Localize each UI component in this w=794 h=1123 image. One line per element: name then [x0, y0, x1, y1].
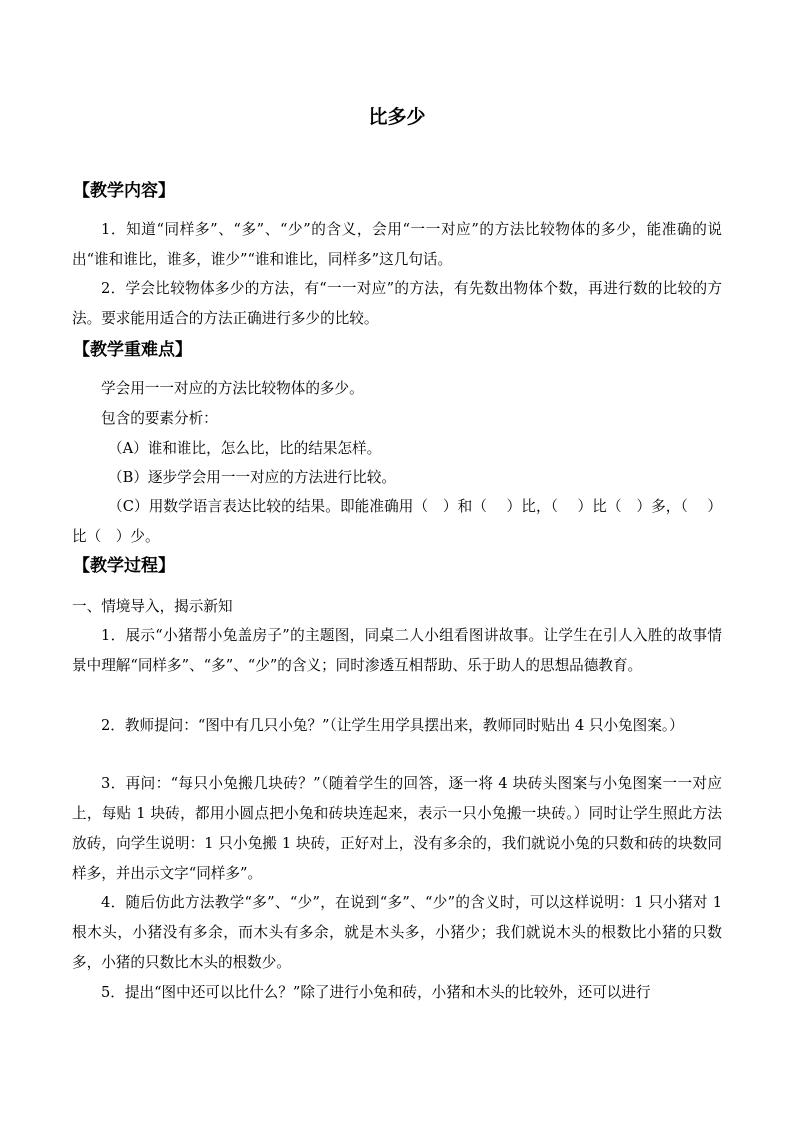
process-paragraph-1: 1．展示“小猪帮小兔盖房子”的主题图，同桌二人小组看图讲故事。让学生在引人入胜的故事情景中理解“同样多”、“多”、“少”的含义；同时渗透互相帮助、乐于助人的思想品德教育。	[72, 627, 722, 674]
section-heading-process: 【教学过程】	[73, 556, 175, 576]
key-point-line-1: 学会用一一对应的方法比较物体的多少。	[101, 380, 364, 397]
content-paragraph-1: 1．知道“同样多”、“多”、“少”的含义，会用“一一对应”的方法比较物体的多少，能准确的说出“谁和谁比，谁多，谁少”“谁和谁比，同样多”这几句话。	[72, 221, 722, 268]
key-point-line-2: 包含的要素分析：	[101, 410, 218, 427]
section-heading-content: 【教学内容】	[73, 181, 175, 201]
key-point-item-b: （B）逐步学会用一一对应的方法进行比较。	[108, 469, 397, 486]
content-paragraph-2: 2．学会比较物体多少的方法，有“一一对应”的方法，有先数出物体个数，再进行数的比较的方法。要求能用适合的方法正确进行多少的比较。	[72, 280, 722, 327]
page-title: 比多少	[368, 106, 426, 128]
process-paragraph-2: 2．教师提问：“图中有几只小兔？”（让学生用学具摆出来，教师同时贴出 4 只小兔图案。）	[101, 717, 684, 734]
process-paragraph-5: 5．提出“图中还可以比什么？”除了进行小兔和砖，小猪和木头的比较外，还可以进行	[101, 984, 651, 1001]
key-point-item-a: （A）谁和谁比，怎么比，比的结果怎样。	[108, 440, 382, 457]
process-subheading: 一、情境导入，揭示新知	[72, 598, 233, 615]
key-point-item-c: （C）用数学语言表达比较的结果。即能准确用（ ）和（ ）比，（ ）比（ ）多，（ ）比（ ）少。	[72, 498, 722, 545]
process-paragraph-3: 3．再问：“每只小兔搬几块砖？”（随着学生的回答，逐一将 4 块砖头图案与小兔图案一一对应上，每贴 1 块砖，都用小圆点把小兔和砖块连起来，表示一只小兔搬一块砖。）同时让学生照此方法放砖，向学生说明：1 只小兔搬 1 块砖，正好对上，没有多余的，我们就说小兔的只数和砖的块数同样多，并出示文字“同样多”。	[72, 775, 722, 882]
section-heading-key-points: 【教学重难点】	[73, 340, 192, 360]
process-paragraph-4: 4．随后仿此方法教学“多”、“少”，在说到“多”、“少”的含义时，可以这样说明：1 只小猪对 1 根木头，小猪没有多余，而木头有多余，就是木头多，小猪少；我们就说木头的根数比小猪的只数多，小猪的只数比木头的根数少。	[72, 894, 722, 971]
